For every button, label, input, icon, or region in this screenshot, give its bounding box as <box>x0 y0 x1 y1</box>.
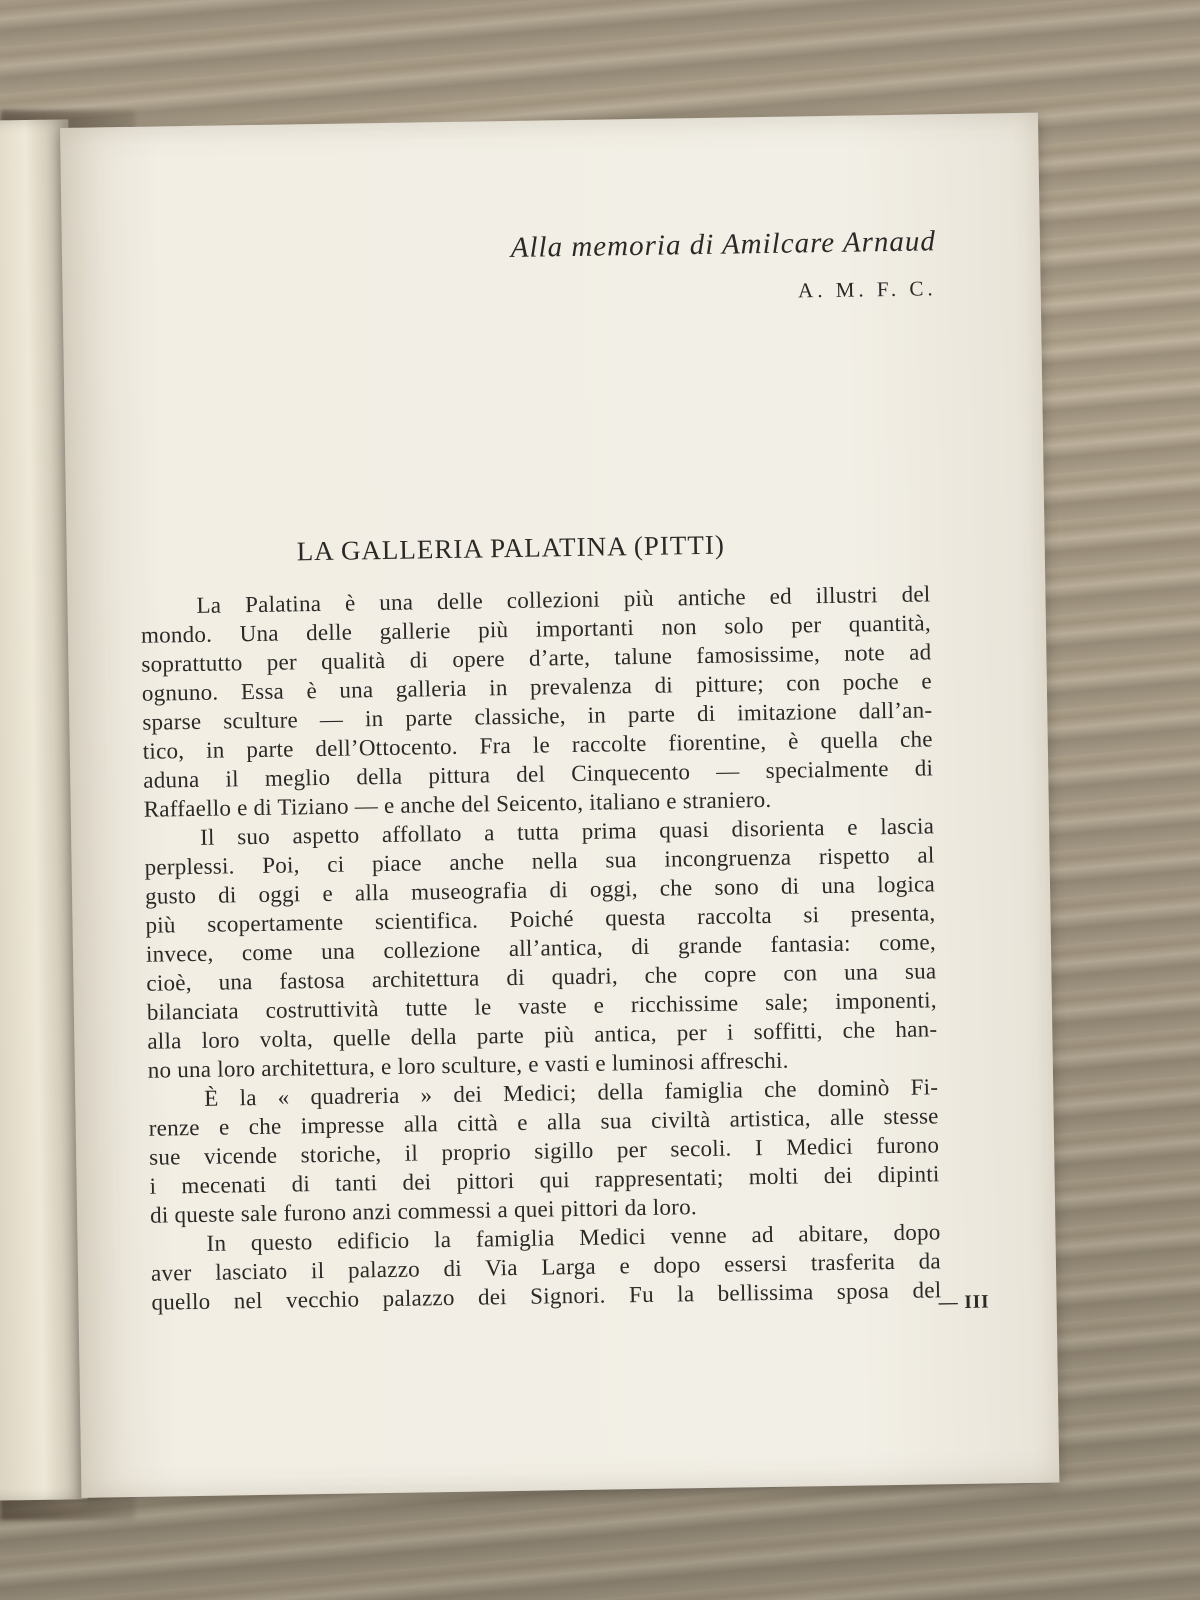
text-line: Il suo aspetto affollato a tutta prima quasi disorienta e lascia <box>199 813 935 850</box>
text-line: gusto di oggi e alla museografia di oggi, che sono di una logica <box>144 871 936 909</box>
body-text <box>140 579 941 1316</box>
text-line: aduna il meglio della pittura del Cinquecento — specialmente di <box>143 755 934 793</box>
text-line: di queste sale furono anzi commessi a quei pittori da loro. <box>149 1194 698 1228</box>
text-line: sparse sculture — in parte classiche, in parte di imitazione dall’an- <box>142 697 933 735</box>
dedication-initials: A. M. F. C. <box>797 276 937 303</box>
text-line: sue vicende storiche, il proprio sigillo per secoli. I Medici furono <box>148 1132 940 1170</box>
text-line: tico, in parte dell’Ottocento. Fra le raccolte fiorentine, è quella che <box>142 726 933 764</box>
text-line: aver lasciato il palazzo di Via Larga e dopo essersi trasferita da <box>150 1248 942 1286</box>
text-line: alla loro volta, quelle della parte più antica, per i soffitti, che han- <box>147 1016 938 1054</box>
text-line: cioè, una fastosa architettura di quadri, che copre con una sua <box>146 958 937 996</box>
text-line: più scopertamente scientifica. Poiché questa raccolta si presenta, <box>145 900 936 938</box>
text-line: soprattutto per qualità di opere d’arte, talune famosissime, note ad <box>141 639 932 677</box>
text-line: Raffaello e di Tiziano — e anche del Seicento, italiano e straniero. <box>143 786 772 822</box>
text-line: i mecenati di tanti dei pittori qui rappresentati; molti dei dipinti <box>149 1161 940 1199</box>
text-line: invece, come una collezione all’antica, di grande fantasia: come, <box>145 929 937 967</box>
text-line: La Palatina è una delle collezioni più antiche ed illustri del <box>196 581 931 618</box>
text-line: perplessi. Poi, ci piace anche nella sua incongruenza rispetto al <box>144 842 935 880</box>
text-line: È la « quadreria » dei Medici; della famiglia che dominò Fi- <box>204 1074 939 1111</box>
page-number: — III <box>938 1291 990 1314</box>
chapter-title: LA GALLERIA PALATINA (PITTI) <box>296 529 726 567</box>
text-line: bilanciata costruttività tutte le vaste e ricchissime sale; imponenti, <box>146 987 937 1025</box>
text-line: renze e che impresse alla città e alla sua civiltà artistica, alle stesse <box>148 1103 939 1141</box>
text-line: quello nel vecchio palazzo dei Signori. Fu la bellissima sposa del <box>151 1277 942 1315</box>
text-line: In questo edificio la famiglia Medici venne ad abitare, dopo <box>206 1219 941 1256</box>
dedication-text: Alla memoria di Amilcare Arnaud <box>510 225 937 264</box>
text-line: no una loro architettura, e loro sculture, e vasti e luminosi affreschi. <box>147 1047 789 1083</box>
text-line: ognuno. Essa è una galleria in prevalenza di pitture; con poche e <box>141 668 932 706</box>
book-page <box>60 113 1059 1498</box>
text-line: mondo. Una delle gallerie più importanti non solo per quantità, <box>140 610 932 648</box>
